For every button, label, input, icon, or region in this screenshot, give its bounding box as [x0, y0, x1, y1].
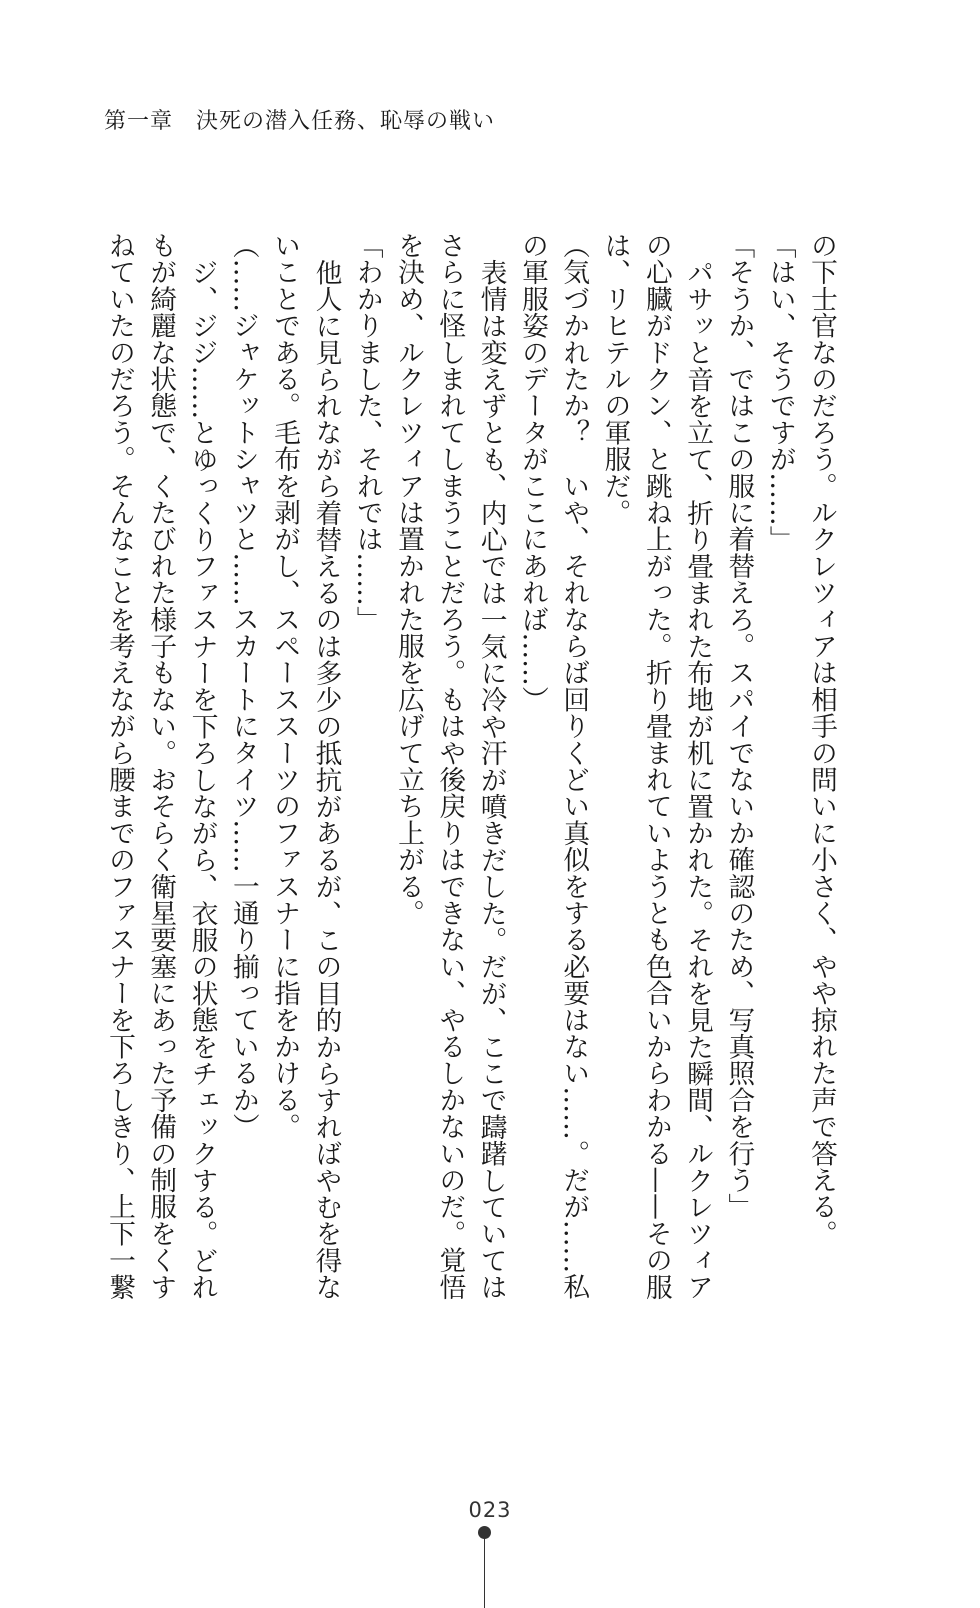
- text-column: ジ、ジジ……とゆっくりファスナーを下ろしながら、衣服の状態をチェックする。どれ: [186, 258, 218, 1300]
- text-column: の軍服姿のデータがここにあれば……）: [516, 232, 548, 713]
- page-number: 023: [468, 1498, 512, 1522]
- text-column: の心臓がドクン、と跳ね上がった。折り畳まれていようとも色合いからわかる——その服: [640, 232, 672, 1300]
- text-column: 表情は変えずとも、内心では一気に冷や汗が噴きだした。だが、ここで躊躇していては: [475, 258, 507, 1300]
- text-column: もが綺麗な状態で、くたびれた様子もない。おそらく衛星要塞にあった予備の制服をくす: [145, 232, 177, 1300]
- vertical-text-body: [82, 232, 842, 1300]
- page-marker-line: [484, 1538, 485, 1608]
- text-column: パサッと音を立て、折り畳まれた布地が机に置かれた。それを見た瞬間、ルクレツィア: [682, 258, 714, 1300]
- text-column: いことである。毛布を剥がし、スペーススーツのファスナーに指をかける。: [269, 232, 301, 1140]
- text-column: を決め、ルクレツィアは置かれた服を広げて立ち上がる。: [393, 232, 425, 927]
- text-column: の下士官なのだろう。ルクレツィアは相手の問いに小さく、やや掠れた声で答える。: [806, 232, 837, 1247]
- text-column: 「そうか、ではこの服に着替えろ。スパイでないか確認のため、写真照合を行う」: [723, 232, 755, 1220]
- text-column: ねていたのだろう。そんなことを考えながら腰までのファスナーを下ろしきり、上下一繋: [103, 232, 135, 1300]
- text-column: （気づかれたか？ いや、それならば回りくどい真似をする必要はない……。だが……私: [558, 232, 590, 1300]
- text-column: は、リヒテルの軍服だ。: [599, 232, 631, 526]
- text-column: 「はい、そうですが……」: [764, 232, 796, 553]
- text-column: 「わかりました、それでは……」: [351, 232, 383, 633]
- text-column: （……ジャケットシャツと……スカートにタイツ……一通り揃っているか）: [227, 232, 259, 1140]
- text-column: さらに怪しまれてしまうことだろう。もはや後戻りはできない、やるしかないのだ。覚悟: [434, 232, 466, 1300]
- text-column: 他人に見られながら着替えるのは多少の抵抗があるが、この目的からすればやむを得な: [310, 258, 342, 1300]
- chapter-title: 第一章 決死の潜入任務、恥辱の戦い: [104, 109, 496, 134]
